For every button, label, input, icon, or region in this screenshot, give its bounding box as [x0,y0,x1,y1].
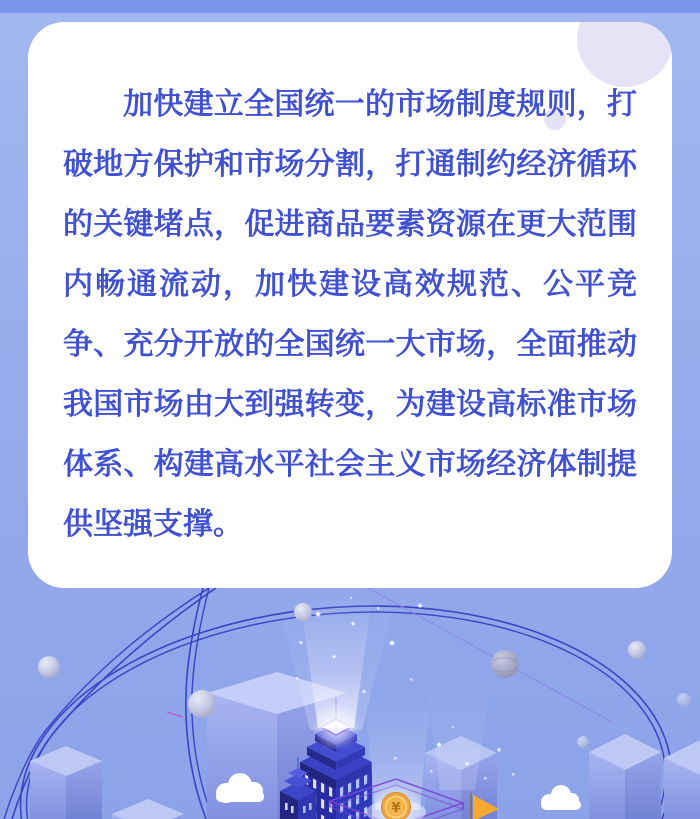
quote-line-1: 加快建立全国统一的市场制度规则，打 [123,88,637,121]
quote-line-7: 体系、构建高水平社会主义市场经济体制提 [63,448,637,481]
quote-card [28,22,672,588]
building-block-low [112,799,184,819]
building-block-left [30,746,102,819]
building-block-right [589,734,661,819]
floating-sphere [577,736,589,748]
quote-line-6: 我国市场由大到强转变，为建设高标准市场 [63,388,637,421]
floating-sphere [677,693,691,707]
quote-paragraph [63,75,637,555]
cloud-icon [541,785,581,810]
quote-line-3: 的关键堵点，促进商品要素资源在更大范围 [63,208,637,241]
top-accent-band [0,0,700,13]
floating-sphere [628,641,646,659]
city-illustration [0,588,700,819]
coin-symbol: ¥ [391,801,401,816]
quote-line-5: 争、充分开放的全国统一大市场，全面推动 [63,328,637,361]
floating-sphere [38,656,60,678]
floating-sphere [188,690,216,718]
quote-line-8: 供坚强支撑。 [63,508,243,541]
magenta-tick [167,712,183,717]
quote-line-2: 破地方保护和市场分割，打通制约经济循环 [63,148,637,181]
quote-line-4: 内畅通流动，加快建设高效规范、公平竞 [63,268,637,301]
textured-sphere [491,650,519,678]
